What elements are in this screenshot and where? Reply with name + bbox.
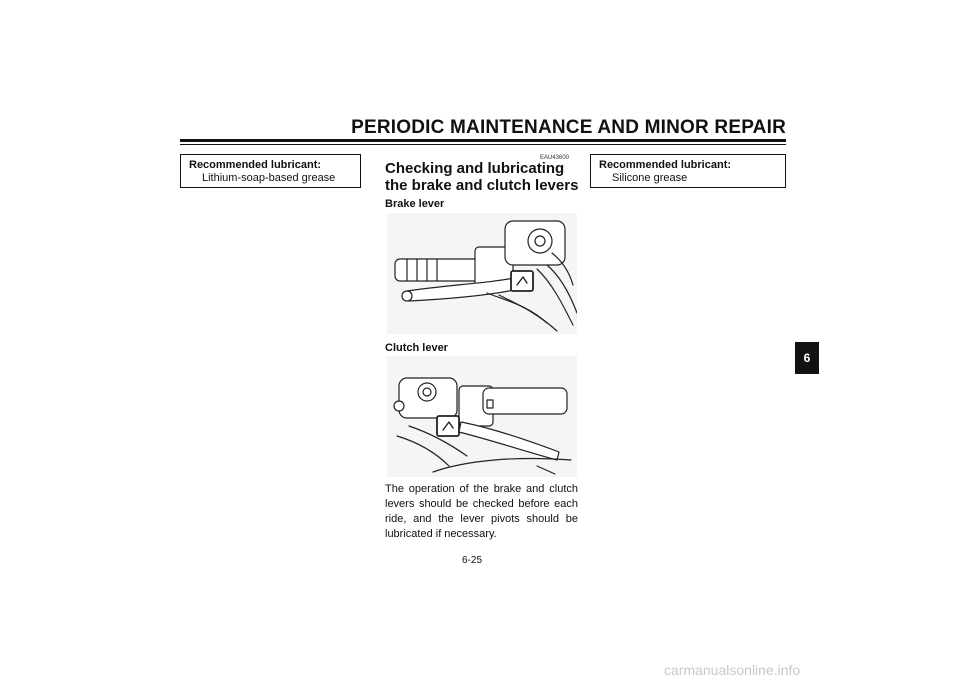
lubricant-spec-box-right bbox=[590, 154, 786, 188]
chapter-tab: 6 bbox=[795, 342, 819, 374]
clutch-lever-heading: Clutch lever bbox=[385, 342, 448, 354]
spec-label: Recommended lubricant: bbox=[599, 159, 732, 171]
page-number: 6-25 bbox=[462, 555, 483, 566]
header-rule-thick bbox=[180, 139, 786, 142]
section-heading: Checking and lubricating the brake and clutch levers bbox=[385, 160, 579, 194]
spec-label: Recommended lubricant: bbox=[189, 159, 322, 171]
spec-value: Silicone grease bbox=[612, 172, 688, 184]
lubricant-spec-box-left bbox=[180, 154, 361, 188]
brake-lever-heading: Brake lever bbox=[385, 198, 445, 210]
clutch-lever-illustration bbox=[387, 356, 577, 477]
section-code: EAU43600 bbox=[540, 155, 570, 161]
section-body-text: The operation of the brake and clutch levers should be checked before each ride, and the lever pivots should be lubricated if necessary. bbox=[385, 483, 578, 540]
page-header-title: PERIODIC MAINTENANCE AND MINOR REPAIR bbox=[351, 117, 786, 138]
header-rule-thin bbox=[180, 144, 786, 145]
watermark-text: carmanualsonline.info bbox=[664, 662, 801, 678]
spec-value: Lithium-soap-based grease bbox=[202, 172, 336, 184]
brake-lever-illustration bbox=[387, 213, 577, 334]
